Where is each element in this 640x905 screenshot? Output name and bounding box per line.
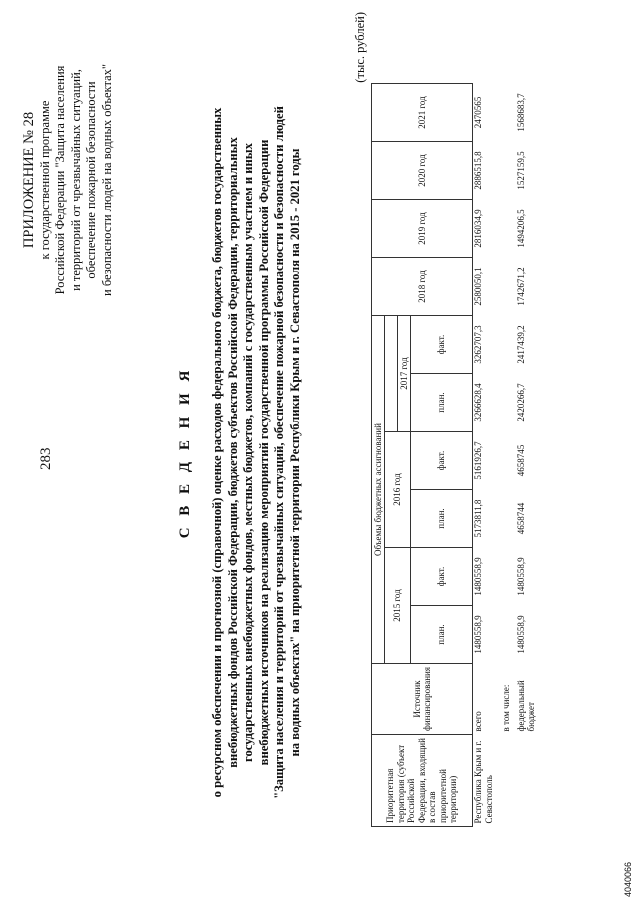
header-year-2019: 2019 год: [372, 200, 473, 258]
header-fact: факт.: [411, 432, 473, 490]
appendix-line: Российской Федерации "Защита населения: [53, 65, 68, 295]
cell-value: 2470565: [473, 96, 483, 129]
cell-value: 1480558,9: [515, 615, 526, 654]
header-plan: план.: [411, 606, 473, 664]
cell-value: 2816034,9: [473, 209, 483, 248]
appendix-line: к государственной программе: [37, 100, 52, 260]
cell-value: 2420266,7: [515, 383, 526, 422]
header-year-2017: 2017 год: [398, 316, 411, 432]
cell-source: федеральный бюджет: [515, 680, 536, 732]
cell-value: 4658745: [515, 444, 526, 477]
cell-value: [501, 374, 516, 432]
cell-value: 1480558,9: [473, 557, 483, 596]
cell-value: [501, 142, 516, 200]
cell-value: [501, 316, 516, 374]
appendix-title: ПРИЛОЖЕНИЕ № 28: [21, 111, 37, 249]
header-plan: план.: [411, 374, 473, 432]
cell-value: [501, 432, 516, 490]
header-budget-group: Объемы бюджетных ассигнований: [372, 316, 385, 664]
header-year-2018: 2018 год: [372, 258, 473, 316]
header-year-2015: 2015 год: [385, 548, 411, 664]
header-year-2021: 2021 год: [372, 84, 473, 142]
cell-source: в том числе:: [500, 684, 511, 732]
cell-value: 2417439,2: [515, 325, 526, 364]
appendix-block: [22, 10, 116, 350]
table-row: [516, 84, 544, 827]
table-row: [501, 84, 516, 827]
cell-value: [501, 548, 516, 606]
table-body: [473, 84, 544, 827]
cell-value: 1480558,9: [473, 615, 483, 654]
subtitle-line: "Защита населения и территорий от чрезвычайных ситуаций, обеспечение пожарной безопасности и безопасности людей: [272, 106, 287, 799]
cell-value: 1494206,5: [515, 209, 526, 248]
financing-table: [371, 83, 544, 827]
header-year-2016: 2016 год: [385, 432, 411, 548]
appendix-line: обеспечение пожарной безопасности: [84, 81, 99, 279]
cell-value: 2886515,8: [473, 151, 483, 190]
header-plan: план.: [411, 490, 473, 548]
cell-value: 1568683,7: [515, 93, 526, 132]
subtitle-line: о ресурсном обеспечении и прогнозной (справочной) оценке расходов федерального бюджета, бюджетов государственных: [210, 107, 224, 798]
header-territory: Приоритетная территория (субъект Российской Федерации, входящий в состав приоритетной территории): [372, 735, 473, 827]
cell-value: [501, 200, 516, 258]
cell-value: [501, 84, 516, 142]
cell-value: 5173811,8: [473, 499, 483, 538]
units-label: (тыс. рублей): [353, 12, 367, 83]
cell-territory: Республика Крым и г. Севастополь: [473, 740, 494, 824]
document-subtitle: [210, 25, 304, 880]
header-source: Источник финансирования: [372, 664, 473, 735]
header-fact: факт.: [411, 316, 473, 374]
cell-source: всего: [473, 711, 483, 732]
cell-value: 4658744: [515, 502, 526, 535]
appendix-line: и территорий от чрезвычайных ситуаций,: [68, 69, 83, 291]
cell-value: 5161926,7: [473, 441, 483, 480]
table-row: [473, 84, 501, 827]
appendix-line: и безопасности людей на водных объектах": [99, 64, 114, 296]
cell-value: 1742671,2: [515, 267, 526, 306]
subtitle-line: на водных объектах" на приоритетной территории Республики Крым и г. Севастополя на 2015 - 2021 годы: [287, 148, 302, 757]
cell-value: [501, 258, 516, 316]
cell-value: [501, 606, 516, 664]
document-heading: С В Е Д Е Н И Я: [177, 366, 193, 539]
document-code: 4040066: [623, 861, 633, 897]
header-year-2020: 2020 год: [372, 142, 473, 200]
subtitle-line: государственных внебюджетных фондов, местных бюджетов, компаний с государственным участием и иных: [241, 143, 256, 762]
header-fact: факт.: [411, 548, 473, 606]
cell-value: 2580050,1: [473, 267, 483, 306]
cell-value: 1527159,5: [515, 151, 526, 190]
page-number: 283: [38, 447, 54, 470]
cell-value: [501, 490, 516, 548]
subtitle-line: внебюджетных источников на реализацию мероприятий государственной программы Российской Федерации: [256, 139, 271, 766]
subtitle-line: внебюджетных фондов Российской Федерации, бюджетов субъектов Российской Федерации, территориальных: [225, 137, 240, 768]
cell-value: 3266628,4: [473, 383, 483, 422]
cell-value: 3262707,3: [473, 325, 483, 364]
cell-value: 1480558,9: [515, 557, 526, 596]
